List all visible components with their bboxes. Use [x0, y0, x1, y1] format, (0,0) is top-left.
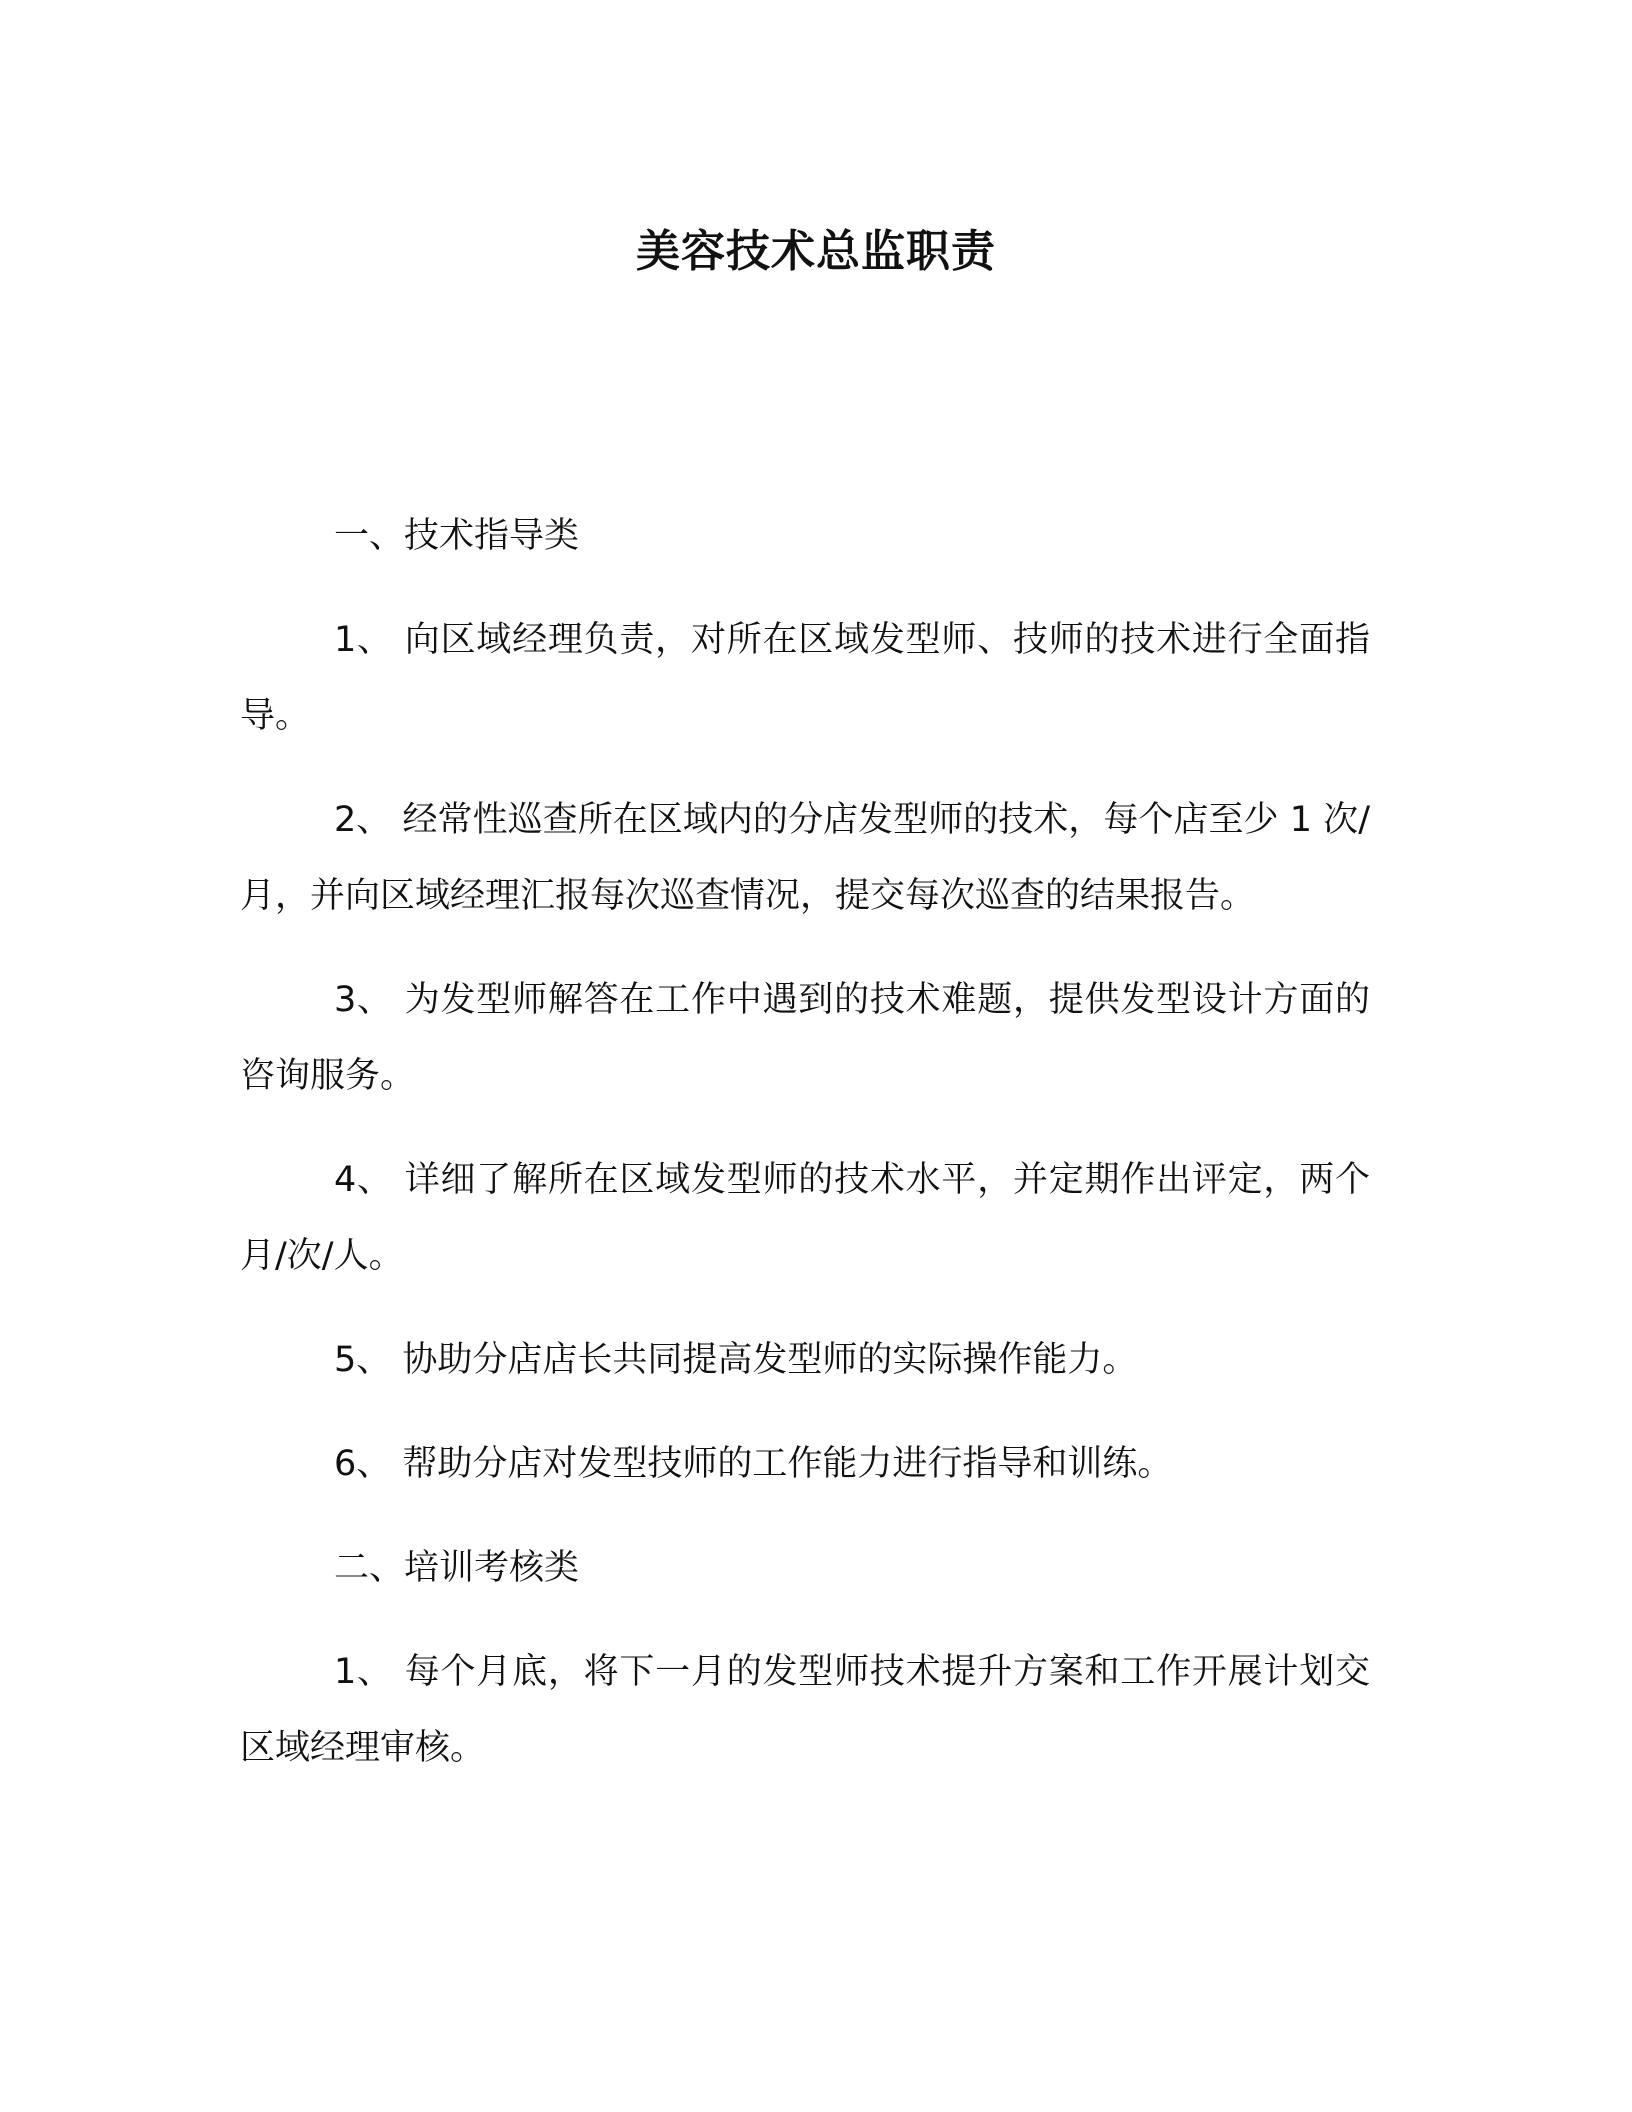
list-item: 6、 帮助分店对发型技师的工作能力进行指导和训练。: [334, 1444, 1173, 1484]
section-heading-training-assessment: 二、培训考核类: [334, 1548, 580, 1588]
list-item: 1、 每个月底，将下一月的发型师技术提升方案和工作开展计划交区域经理审核。: [240, 1652, 1370, 1768]
document-title: 美容技术总监职责: [636, 226, 996, 277]
list-item: 5、 协助分店店长共同提高发型师的实际操作能力。: [334, 1340, 1138, 1380]
section-heading-technical-guidance: 一、技术指导类: [334, 516, 580, 556]
list-item: 3、 为发型师解答在工作中遇到的技术难题，提供发型设计方面的咨询服务。: [240, 980, 1370, 1096]
document-body: [240, 498, 1370, 1814]
list-item: 4、 详细了解所在区域发型师的技术水平，并定期作出评定，两个月/次/人。: [240, 1160, 1370, 1276]
list-item: 2、 经常性巡查所在区域内的分店发型师的技术，每个店至少 1 次/月，并向区域经理汇报每次巡查情况，提交每次巡查的结果报告。: [240, 800, 1370, 916]
list-item: 1、 向区域经理负责，对所在区域发型师、技师的技术进行全面指导。: [240, 620, 1370, 736]
